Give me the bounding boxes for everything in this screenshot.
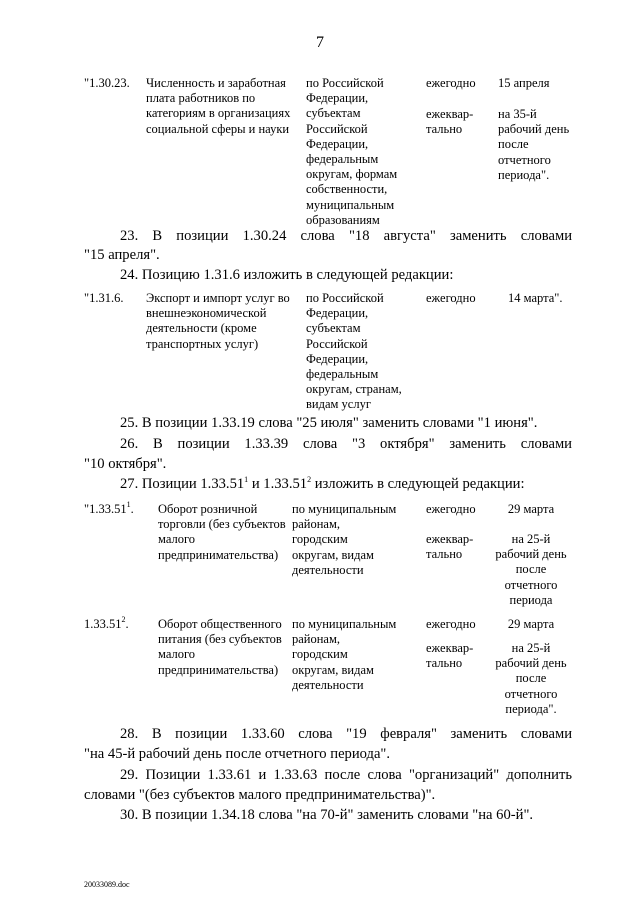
page-number: 7 [316, 34, 324, 51]
row-deadline-quarterly: на 25-й рабочий день после отчетного периода [495, 532, 567, 607]
row-period-quarterly: ежеквар- тально [426, 107, 474, 137]
row-breakdown: по муниципальным районам, городским округам, видам деятельности [292, 617, 397, 692]
row-period: ежегодно [426, 291, 476, 305]
row-deadline-annual: 29 марта [507, 502, 555, 516]
footer-filename: 20033089.doc [84, 880, 130, 889]
row-code: "1.31.6. [84, 291, 124, 305]
paragraph-30: 30. В позиции 1.34.18 слова "на 70-й" заменить словами "на 60-й". [120, 807, 534, 823]
row-period-quarterly: ежеквар- тально [426, 641, 474, 671]
row-breakdown: по Российской Федерации, субъектам Российской Федерации, федеральным округам, странам, видам услуг [306, 291, 402, 412]
row-deadline-annual: 29 марта [507, 617, 555, 631]
row-code: "1.33.51$^1$. [84, 500, 134, 516]
row-deadline-quarterly: на 35-й рабочий день после отчетного периода". [498, 107, 570, 182]
row-deadline-annual: 15 апреля [498, 76, 550, 90]
row-code: 1.33.51$^2$. [84, 615, 129, 631]
paragraph-29-line2: словами "(без субъектов малого предпринимательства)". [84, 787, 436, 803]
row-breakdown: по муниципальным районам, городским округам, видам деятельности [292, 502, 397, 577]
paragraph-28-line2: "на 45-й рабочий день после отчетного периода". [84, 746, 391, 762]
row-deadline-quarterly: на 25-й рабочий день после отчетного периода". [495, 641, 567, 716]
row-indicator: Оборот розничной торговли (без субъектов малого предпринимательства) [158, 502, 286, 562]
row-period-quarterly: ежеквар- тально [426, 532, 474, 562]
paragraph-27: 27. Позиции 1.33.51$^1$ и 1.33.51$^2$ изложить в следующей редакции: [120, 475, 525, 492]
paragraph-26-line1: 26. В позиции 1.33.39 слова "3 октября" заменить словами [120, 436, 572, 452]
paragraph-28-line1: 28. В позиции 1.33.60 слова "19 февраля" заменить словами [120, 726, 572, 742]
paragraph-23-line2: "15 апреля". [84, 247, 160, 263]
row-indicator: Оборот общественного питания (без субъектов малого предпринимательства) [158, 617, 282, 677]
row-period-annual: ежегодно [426, 502, 476, 516]
row-indicator: Экспорт и импорт услуг во внешнеэкономической деятельности (кроме транспортных услуг) [146, 291, 290, 351]
row-code: "1.30.23. [84, 76, 130, 90]
paragraph-26-line2: "10 октября". [84, 456, 167, 472]
row-period-annual: ежегодно [426, 76, 476, 90]
row-breakdown: по Российской Федерации, субъектам Российской Федерации, федеральным округам, формам собственности, муниципальным образованиям [306, 76, 398, 227]
paragraph-25: 25. В позиции 1.33.19 слова "25 июля" заменить словами "1 июня". [120, 415, 538, 431]
paragraph-24: 24. Позицию 1.31.6 изложить в следующей редакции: [120, 267, 454, 283]
row-deadline: 14 марта". [508, 291, 563, 305]
row-period-annual: ежегодно [426, 617, 476, 631]
paragraph-29-line1: 29. Позиции 1.33.61 и 1.33.63 после слова "организаций" дополнить [120, 767, 572, 783]
paragraph-23-line1: 23. В позиции 1.30.24 слова "18 августа" заменить словами [120, 228, 572, 244]
row-indicator: Численность и заработная плата работников по категориям в организациях социальной сферы и науки [146, 76, 291, 136]
